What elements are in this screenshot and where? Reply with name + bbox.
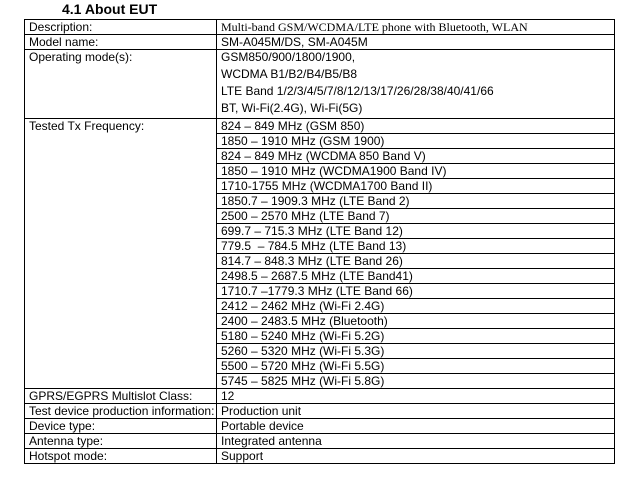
tx-frequency-value: 2500 – 2570 MHz (LTE Band 7): [217, 209, 615, 224]
tx-frequency-value: 1850.7 – 1909.3 MHz (LTE Band 2): [217, 194, 615, 209]
tx-frequency-value: 2412 – 2462 MHz (Wi-Fi 2.4G): [217, 299, 615, 314]
model-value: SM-A045M/DS, SM-A045M: [217, 35, 615, 50]
production-label: Test device production information:: [25, 404, 217, 419]
tx-frequency-value: 1850 – 1910 MHz (WCDMA1900 Band IV): [217, 164, 615, 179]
eut-table: [24, 19, 615, 464]
tx-frequency-value: 5745 – 5825 MHz (Wi-Fi 5.8G): [217, 374, 615, 389]
hotspot-label: Hotspot mode:: [25, 449, 217, 464]
description-value: Multi-band GSM/WCDMA/LTE phone with Bluetooth, WLAN: [217, 20, 615, 35]
operating-mode-line: GSM850/900/1800/1900,: [221, 50, 356, 64]
tx-frequency-value: 814.7 – 848.3 MHz (LTE Band 26): [217, 254, 615, 269]
table-row-device-type: [25, 419, 615, 434]
table-row-multislot: [25, 389, 615, 404]
operating-modes-value: [217, 50, 615, 119]
table-row-operating-modes: [25, 50, 615, 119]
tx-frequency-value: 5260 – 5320 MHz (Wi-Fi 5.3G): [217, 344, 615, 359]
operating-modes-label: Operating mode(s):: [25, 50, 217, 119]
table-row-tx-frequency: [25, 119, 615, 134]
hotspot-value: Support: [217, 449, 615, 464]
table-row-antenna: [25, 434, 615, 449]
table-row-hotspot: [25, 449, 615, 464]
section-title: 4.1 About EUT: [62, 1, 158, 17]
table-row-model: [25, 35, 615, 50]
operating-mode-line: BT, Wi-Fi(2.4G), Wi-Fi(5G): [221, 101, 363, 115]
tx-frequency-value: 1710.7 –1779.3 MHz (LTE Band 66): [217, 284, 615, 299]
tx-frequency-value: 2400 – 2483.5 MHz (Bluetooth): [217, 314, 615, 329]
tx-frequency-value: 699.7 – 715.3 MHz (LTE Band 12): [217, 224, 615, 239]
tx-frequency-label: Tested Tx Frequency:: [25, 119, 217, 389]
table-row-description: [25, 20, 615, 35]
tx-frequency-value: 5180 – 5240 MHz (Wi-Fi 5.2G): [217, 329, 615, 344]
antenna-value: Integrated antenna: [217, 434, 615, 449]
operating-mode-line: WCDMA B1/B2/B4/B5/B8: [221, 67, 358, 81]
tx-frequency-value: 5500 – 5720 MHz (Wi-Fi 5.5G): [217, 359, 615, 374]
antenna-label: Antenna type:: [25, 434, 217, 449]
device-type-label: Device type:: [25, 419, 217, 434]
device-type-value: Portable device: [217, 419, 615, 434]
tx-frequency-value: 2498.5 – 2687.5 MHz (LTE Band41): [217, 269, 615, 284]
operating-mode-line: LTE Band 1/2/3/4/5/7/8/12/13/17/26/28/38/40/41/66: [221, 84, 494, 98]
tx-frequency-value: 1850 – 1910 MHz (GSM 1900): [217, 134, 615, 149]
model-label: Model name:: [25, 35, 217, 50]
tx-frequency-value: 824 – 849 MHz (WCDMA 850 Band V): [217, 149, 615, 164]
multislot-value: 12: [217, 389, 615, 404]
production-value: Production unit: [217, 404, 615, 419]
tx-frequency-value: 1710-1755 MHz (WCDMA1700 Band II): [217, 179, 615, 194]
tx-frequency-value: 779.5 – 784.5 MHz (LTE Band 13): [217, 239, 615, 254]
tx-frequency-value: 824 – 849 MHz (GSM 850): [217, 119, 615, 134]
description-label: Description:: [25, 20, 217, 35]
table-row-production: [25, 404, 615, 419]
multislot-label: GPRS/EGPRS Multislot Class:: [25, 389, 217, 404]
